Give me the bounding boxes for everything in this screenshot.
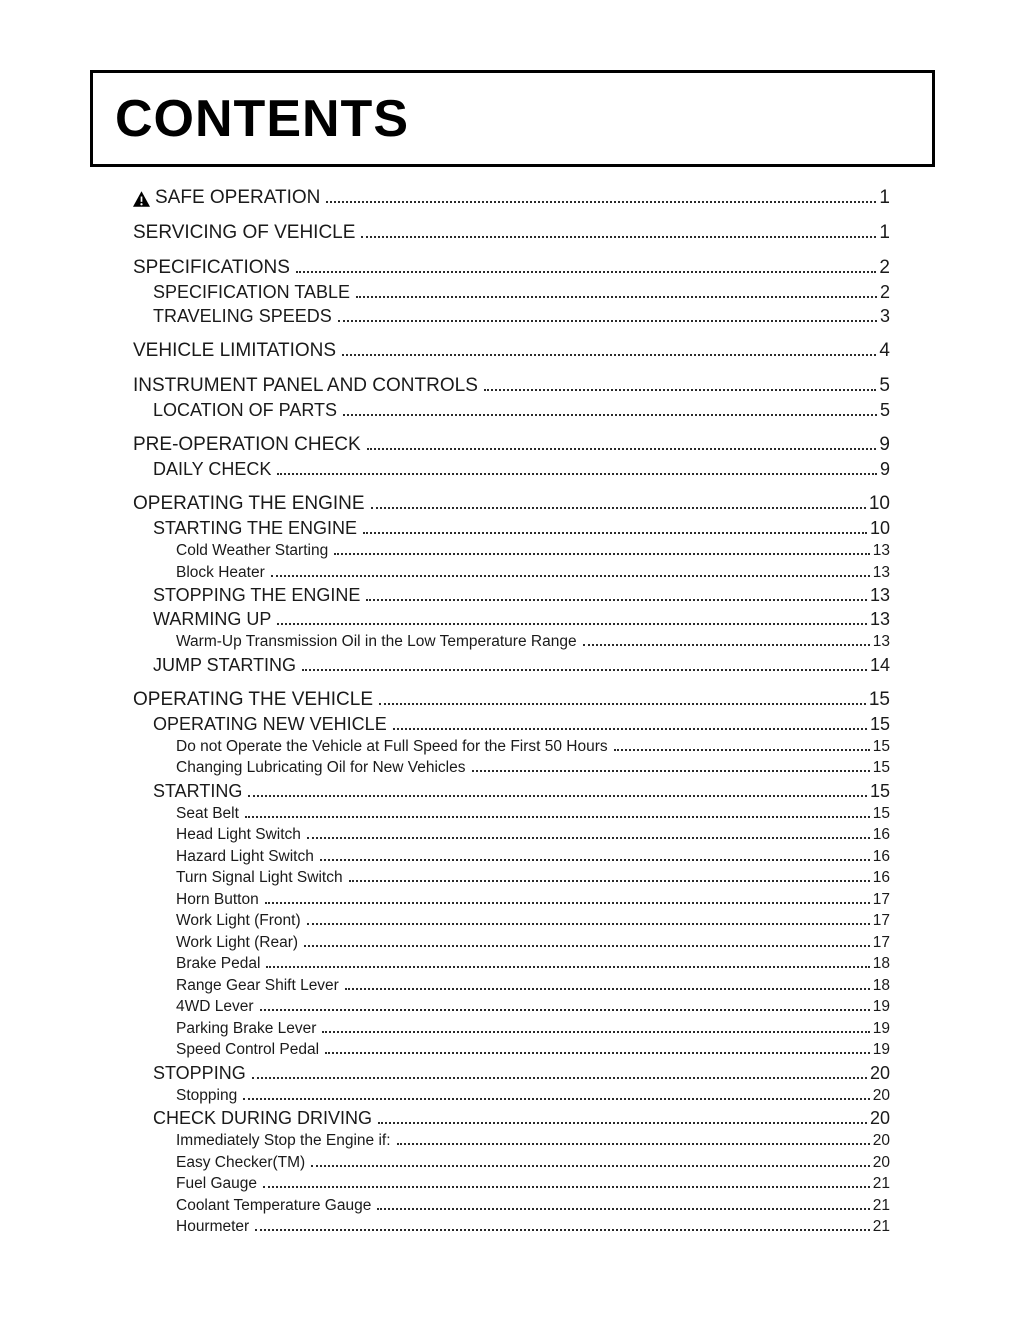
toc-entry-label: Coolant Temperature Gauge [176, 1196, 372, 1214]
toc-leader-dots [356, 296, 877, 298]
toc-entry-label: Warm-Up Transmission Oil in the Low Temperature Range [176, 633, 577, 650]
toc-leader-dots [371, 507, 866, 509]
toc-entry-label: Head Light Switch [176, 826, 301, 843]
toc-entry [176, 1130, 890, 1152]
toc-entry [176, 867, 890, 889]
toc-entry [153, 457, 890, 481]
toc-entry-label: Easy Checker(TM) [176, 1153, 306, 1171]
toc-entry-label: JUMP STARTING [153, 654, 297, 675]
toc-entry-label: Cold Weather Starting [176, 542, 329, 559]
toc-entry-page: 16 [872, 869, 890, 886]
toc-leader-dots [277, 473, 877, 475]
toc-leader-dots [338, 320, 877, 322]
page-title: CONTENTS [115, 89, 409, 148]
toc-entry-page: 2 [879, 282, 890, 302]
toc-entry-label: STARTING [153, 780, 243, 801]
toc-entry-label: Speed Control Pedal [176, 1041, 320, 1058]
toc-entry-label: Horn Button [176, 890, 259, 908]
toc-entry-page: 18 [872, 955, 890, 972]
toc-leader-dots [345, 988, 870, 990]
toc-entry [176, 953, 890, 975]
toc-entry [133, 688, 890, 712]
toc-entry-page: 14 [869, 654, 890, 675]
toc-entry-label: LOCATION OF PARTS [153, 400, 338, 420]
toc-entry-label: Work Light (Front) [176, 912, 301, 929]
toc-leader-dots [349, 880, 870, 882]
toc-entry-label: SPECIFICATION TABLE [153, 282, 351, 302]
toc-entry [176, 996, 890, 1018]
toc-entry [133, 374, 890, 398]
toc-entry [176, 889, 890, 911]
toc-entry-label: SPECIFICATIONS [133, 257, 290, 278]
toc-entry-page: 13 [872, 563, 890, 581]
toc-entry-label: VEHICLE LIMITATIONS [133, 340, 337, 361]
toc-entry-label: Changing Lubricating Oil for New Vehicles [176, 759, 466, 776]
toc-entry-page: 16 [872, 826, 890, 843]
toc-entry-page: 20 [869, 1108, 890, 1128]
toc-leader-dots [296, 271, 876, 273]
toc-entry-page: 20 [872, 1153, 890, 1171]
toc-leader-dots [363, 532, 867, 534]
toc-entry [176, 1085, 890, 1107]
toc-entry [133, 186, 890, 210]
toc-entry-label: STOPPING THE ENGINE [153, 585, 361, 605]
toc-entry-label: OPERATING THE ENGINE [133, 493, 365, 514]
toc-leader-dots [614, 749, 870, 751]
toc-entry [176, 1173, 890, 1195]
toc-entry [153, 1061, 890, 1085]
toc-entry [176, 1216, 890, 1238]
toc-leader-dots [322, 1031, 869, 1033]
toc-entry-page: 17 [872, 890, 890, 908]
toc-entry-label: Stopping [176, 1086, 238, 1104]
toc-entry [153, 398, 890, 422]
contents-title-box [90, 70, 935, 167]
toc-entry-page: 1 [879, 187, 890, 208]
toc-leader-dots [307, 837, 870, 839]
toc-entry-page: 21 [872, 1218, 890, 1235]
toc-entry [153, 653, 890, 677]
toc-entry [153, 1106, 890, 1130]
toc-entry-page: 13 [869, 609, 890, 629]
toc-leader-dots [304, 945, 870, 947]
toc-leader-dots [393, 728, 867, 730]
toc-entry-page: 9 [879, 459, 890, 479]
toc-entry-label: Immediately Stop the Engine if: [176, 1132, 391, 1149]
toc-leader-dots [260, 1009, 870, 1011]
toc-entry-label: 4WD Lever [176, 998, 254, 1015]
toc-entry [133, 256, 890, 280]
toc-leader-dots [397, 1143, 870, 1145]
toc-entry-page: 20 [872, 1132, 890, 1149]
toc-entry [153, 712, 890, 736]
toc-leader-dots [320, 859, 870, 861]
toc-entry-page: 15 [869, 780, 890, 801]
toc-entry-label: Hourmeter [176, 1218, 250, 1235]
toc-leader-dots [378, 1122, 867, 1124]
toc-entry-label: STOPPING [153, 1062, 246, 1083]
toc-entry-page: 15 [868, 688, 890, 710]
toc-entry [153, 583, 890, 607]
toc-leader-dots [245, 816, 870, 818]
toc-entry-label: Fuel Gauge [176, 1175, 257, 1192]
toc-entry-page: 15 [872, 759, 890, 776]
toc-entry-page: 19 [872, 1041, 890, 1058]
toc-entry [153, 280, 890, 304]
toc-leader-dots [271, 575, 870, 577]
toc-entry [133, 433, 890, 457]
toc-entry-label: SERVICING OF VEHICLE [133, 222, 356, 243]
toc-entry [176, 1195, 890, 1217]
toc-entry-page: 5 [879, 400, 890, 420]
toc-leader-dots [367, 448, 877, 450]
toc-entry-page: 19 [872, 1019, 890, 1037]
toc-entry [176, 846, 890, 868]
toc-leader-dots [343, 414, 877, 416]
toc-entry-label: Seat Belt [176, 804, 239, 822]
toc-entry-label: Hazard Light Switch [176, 847, 314, 865]
toc-entry [153, 779, 890, 803]
toc-leader-dots [311, 1165, 870, 1167]
toc-entry [176, 757, 890, 779]
toc-entry [176, 1152, 890, 1174]
toc-entry [176, 1018, 890, 1040]
toc-entry-page: 13 [869, 585, 890, 605]
toc-entry [176, 736, 890, 758]
toc-leader-dots [255, 1229, 870, 1231]
toc-entry-page: 13 [872, 633, 890, 650]
toc-entry-page: 17 [872, 933, 890, 951]
toc-entry-label: CHECK DURING DRIVING [153, 1108, 373, 1128]
toc-entry-page: 15 [872, 804, 890, 822]
toc-leader-dots [366, 599, 867, 601]
toc-entry-page: 2 [879, 257, 890, 278]
toc-leader-dots [472, 770, 870, 772]
toc-entry [153, 516, 890, 540]
toc-entry-page: 15 [869, 713, 890, 734]
toc-leader-dots [307, 923, 870, 925]
toc-leader-dots [484, 389, 877, 391]
toc-entry-label: Range Gear Shift Lever [176, 976, 339, 994]
warning-icon [133, 191, 150, 207]
toc-entry-label: STARTING THE ENGINE [153, 518, 358, 538]
toc-entry-page: 18 [872, 976, 890, 994]
toc-entry-label: WARMING UP [153, 609, 272, 629]
toc-entry-page: 20 [869, 1062, 890, 1083]
toc-entry-page: 21 [872, 1196, 890, 1214]
toc-leader-dots [342, 354, 876, 356]
toc-leader-dots [361, 236, 876, 238]
toc-entry [176, 910, 890, 932]
toc-entry-page: 16 [872, 847, 890, 865]
toc-entry-page: 17 [872, 912, 890, 929]
toc-leader-dots [266, 966, 869, 968]
toc-entry-label: OPERATING NEW VEHICLE [153, 713, 387, 734]
toc-leader-dots [326, 201, 876, 203]
toc-leader-dots [265, 902, 870, 904]
toc-leader-dots [302, 669, 867, 671]
toc-leader-dots [325, 1052, 870, 1054]
toc-entry [133, 339, 890, 363]
toc-entry-page: 20 [872, 1086, 890, 1104]
toc-entry-label: OPERATING THE VEHICLE [133, 688, 374, 710]
toc-entry-label: Parking Brake Lever [176, 1019, 317, 1037]
toc-entry-label: Brake Pedal [176, 955, 261, 972]
toc-entry-page: 4 [879, 340, 890, 361]
toc-entry-label: Do not Operate the Vehicle at Full Speed for the First 50 Hours [176, 737, 608, 755]
toc-entry [153, 304, 890, 328]
toc-entry [176, 803, 890, 825]
toc-entry-label: Block Heater [176, 563, 265, 581]
toc-leader-dots [263, 1186, 870, 1188]
toc-entry-label: Work Light (Rear) [176, 933, 299, 951]
toc-leader-dots [379, 703, 866, 705]
toc-leader-dots [252, 1077, 867, 1079]
toc-entry-label: INSTRUMENT PANEL AND CONTROLS [133, 375, 478, 396]
toc-leader-dots [243, 1098, 870, 1100]
toc-entry-label: SAFE OPERATION [155, 187, 321, 208]
toc-entry-page: 3 [879, 306, 890, 326]
toc-entry [176, 824, 890, 846]
toc-entry-page: 15 [872, 737, 890, 755]
toc-entry [176, 932, 890, 954]
toc-leader-dots [334, 553, 870, 555]
toc-entry-page: 19 [872, 998, 890, 1015]
toc-leader-dots [277, 623, 867, 625]
toc-leader-dots [248, 795, 867, 797]
toc-entry-page: 21 [872, 1175, 890, 1192]
toc-entry [176, 562, 890, 584]
toc-entry-label: DAILY CHECK [153, 459, 272, 479]
toc-entry [176, 975, 890, 997]
toc-entry-label: Turn Signal Light Switch [176, 869, 343, 886]
toc-entry-page: 10 [869, 518, 890, 538]
toc-entry [133, 221, 890, 245]
toc-entry-page: 9 [879, 434, 890, 455]
toc-list [133, 186, 890, 1238]
toc-entry [133, 492, 890, 516]
toc-entry-label: TRAVELING SPEEDS [153, 306, 332, 326]
toc-entry [153, 607, 890, 631]
toc-leader-dots [583, 644, 870, 646]
toc-entry-page: 5 [879, 375, 890, 396]
toc-entry-page: 10 [868, 493, 890, 514]
toc-entry [176, 540, 890, 562]
toc-entry-label: PRE-OPERATION CHECK [133, 434, 361, 455]
toc-leader-dots [377, 1208, 869, 1210]
toc-entry-page: 13 [872, 542, 890, 559]
toc-entry-page: 1 [879, 222, 890, 243]
toc-entry [176, 631, 890, 653]
toc-entry [176, 1039, 890, 1061]
